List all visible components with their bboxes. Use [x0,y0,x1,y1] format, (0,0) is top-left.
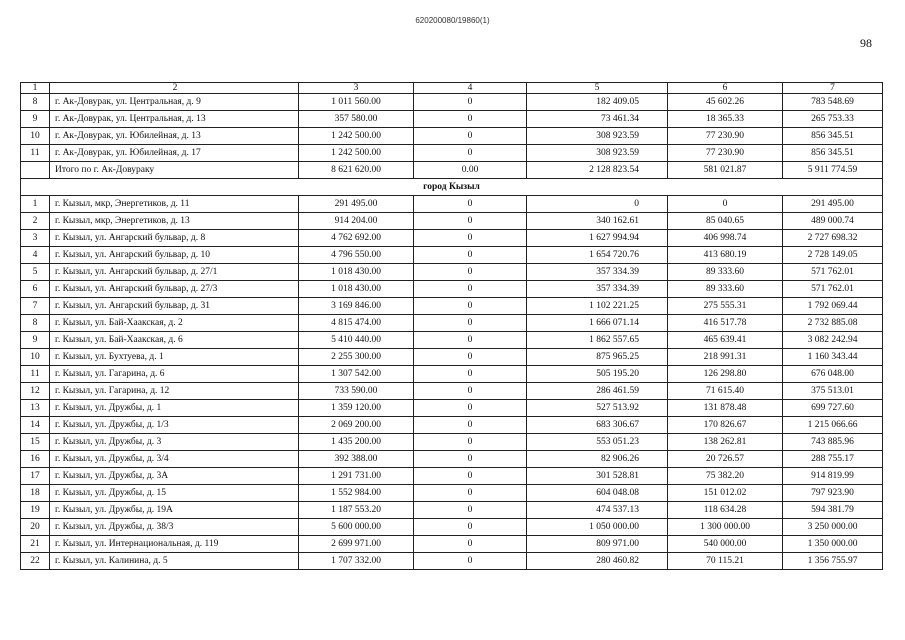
table-cell: 527 513.92 [527,400,668,417]
table-cell: 0 [414,145,527,162]
table-cell: 683 306.67 [527,417,668,434]
table-cell: 3 169 846.00 [299,298,414,315]
table-cell: 301 528.81 [527,468,668,485]
table-cell: г. Кызыл, ул. Дружбы, д. 15 [50,485,299,502]
table-cell: 4 762 692.00 [299,230,414,247]
table-cell: 77 230.90 [668,128,783,145]
table-cell: 0 [414,247,527,264]
table-cell: 131 878.48 [668,400,783,417]
header-cell: 1 [21,83,50,94]
table-cell: 308 923.59 [527,145,668,162]
table-cell: 4 815 474.00 [299,315,414,332]
table-row [21,434,883,451]
table-cell: 10 [21,128,50,145]
table-cell: г. Ак-Довурак, ул. Юбилейная, д. 17 [50,145,299,162]
table-cell: 357 334.39 [527,281,668,298]
table-cell: 0 [414,213,527,230]
table-cell: 5 [21,264,50,281]
table-cell: 151 012.02 [668,485,783,502]
table-cell: 13 [21,400,50,417]
table-cell: 0 [414,468,527,485]
table-cell: 856 345.51 [783,128,883,145]
table-cell: 375 513.01 [783,383,883,400]
section-row [21,179,883,196]
header-cell: 4 [414,83,527,94]
table-cell: 8 [21,94,50,111]
table-cell: 75 382.20 [668,468,783,485]
table-cell: 1 242 500.00 [299,128,414,145]
table-row [21,366,883,383]
table-cell: 286 461.59 [527,383,668,400]
table-cell: 5 911 774.59 [783,162,883,179]
table-row [21,298,883,315]
table-cell: 10 [21,349,50,366]
table-row [21,383,883,400]
table-cell: 0 [414,400,527,417]
table-cell: 1 792 069.44 [783,298,883,315]
table-cell: г. Кызыл, ул. Бухтуева, д. 1 [50,349,299,366]
table-row [21,417,883,434]
table-cell: 489 000.74 [783,213,883,230]
table-cell: г. Кызыл, ул. Ангарский бульвар, д. 27/1 [50,264,299,281]
table-cell: 699 727.60 [783,400,883,417]
table-cell: 1 102 221.25 [527,298,668,315]
table-cell: 2 255 300.00 [299,349,414,366]
table-cell: 0 [414,264,527,281]
table-cell: 0 [414,434,527,451]
table-cell: г. Кызыл, ул. Дружбы, д. 1 [50,400,299,417]
table-cell: 1 707 332.00 [299,553,414,570]
table-cell: 914 819.99 [783,468,883,485]
table-row [21,94,883,111]
table-cell: 809 971.00 [527,536,668,553]
table-cell: 82 906.26 [527,451,668,468]
table-cell: г. Кызыл, ул. Интернациональная, д. 119 [50,536,299,553]
table-cell: 73 461.34 [527,111,668,128]
table-cell: г. Ак-Довурак, ул. Центральная, д. 9 [50,94,299,111]
table-cell: 553 051.23 [527,434,668,451]
table-cell: г. Кызыл, ул. Гагарина, д. 6 [50,366,299,383]
document-id: 620200080/19860(1) [415,16,490,25]
table-cell: 797 923.90 [783,485,883,502]
table-row [21,213,883,230]
table-cell: 3 250 000.00 [783,519,883,536]
table-row [21,536,883,553]
table-cell: 1 018 430.00 [299,281,414,298]
table-cell: Итого по г. Ак-Довураку [50,162,299,179]
table-cell: 2 732 885.08 [783,315,883,332]
table-cell: 2 128 823.54 [527,162,668,179]
table-cell: 0 [414,502,527,519]
table-cell: 265 753.33 [783,111,883,128]
header-cell: 3 [299,83,414,94]
table-cell: 4 [21,247,50,264]
table-cell: 1 050 000.00 [527,519,668,536]
table-cell: 0 [414,349,527,366]
total-row [21,162,883,179]
table-cell: 1 359 120.00 [299,400,414,417]
table-row [21,553,883,570]
table-cell: 1 654 720.76 [527,247,668,264]
table-cell: 1 011 560.00 [299,94,414,111]
table-cell: 9 [21,111,50,128]
table-cell: 474 537.13 [527,502,668,519]
table-row [21,502,883,519]
table-cell: 1 356 755.97 [783,553,883,570]
table-cell: 783 548.69 [783,94,883,111]
table-cell: 8 621 620.00 [299,162,414,179]
table-cell: 85 040.65 [668,213,783,230]
table-cell: 743 885.96 [783,434,883,451]
table-cell: 676 048.00 [783,366,883,383]
table-cell: 20 [21,519,50,536]
table-cell: г. Кызыл, ул. Бай-Хаакская, д. 2 [50,315,299,332]
header-cell: 2 [50,83,299,94]
table-cell: 21 [21,536,50,553]
table-cell: 0 [414,111,527,128]
table-cell: г. Кызыл, ул. Ангарский бульвар, д. 10 [50,247,299,264]
table-cell: 1 627 994.94 [527,230,668,247]
table-cell: г. Кызыл, ул. Бай-Хаакская, д. 6 [50,332,299,349]
table-cell: 118 634.28 [668,502,783,519]
table-cell: 1 018 430.00 [299,264,414,281]
table-cell: 1 552 984.00 [299,485,414,502]
table-cell: 733 590.00 [299,383,414,400]
table-cell: 2 727 698.32 [783,230,883,247]
table-cell: г. Кызыл, мкр, Энергетиков, д. 11 [50,196,299,213]
data-table [20,82,883,570]
table-row [21,519,883,536]
table-cell: 1 242 500.00 [299,145,414,162]
table-cell: 0 [527,196,668,213]
table-cell: 15 [21,434,50,451]
table-cell: 1 307 542.00 [299,366,414,383]
table-cell: 0 [668,196,783,213]
page-number: 98 [860,36,872,50]
table-cell: 22 [21,553,50,570]
table-cell: 357 580.00 [299,111,414,128]
table-cell: 1 291 731.00 [299,468,414,485]
table-cell: 4 796 550.00 [299,247,414,264]
table-cell: г. Кызыл, ул. Дружбы, д. 1/3 [50,417,299,434]
table-cell: 18 365.33 [668,111,783,128]
table-cell: 1 300 000.00 [668,519,783,536]
table-cell: 604 048.08 [527,485,668,502]
table-cell: 170 826.67 [668,417,783,434]
header-cell: 5 [527,83,668,94]
table-cell: 914 204.00 [299,213,414,230]
table-cell [21,162,50,179]
table-cell: 571 762.01 [783,264,883,281]
table-cell: 70 115.21 [668,553,783,570]
table-cell: г. Ак-Довурак, ул. Юбилейная, д. 13 [50,128,299,145]
table-row [21,349,883,366]
table-cell: 581 021.87 [668,162,783,179]
table-cell: 0.00 [414,162,527,179]
table-cell: 0 [414,485,527,502]
table-cell: 0 [414,383,527,400]
table-row [21,264,883,281]
table-cell: 45 602.26 [668,94,783,111]
table-cell: 8 [21,315,50,332]
header-cell: 7 [783,83,883,94]
table-row [21,128,883,145]
table-cell: 138 262.81 [668,434,783,451]
table-cell: 12 [21,383,50,400]
table-cell: 1 160 343.44 [783,349,883,366]
table-cell: 16 [21,451,50,468]
table-cell: 6 [21,281,50,298]
table-cell: 3 082 242.94 [783,332,883,349]
table-cell: 0 [414,417,527,434]
table-row [21,111,883,128]
table-cell: 288 755.17 [783,451,883,468]
table-cell: 2 728 149.05 [783,247,883,264]
header-cell: 6 [668,83,783,94]
table-row [21,485,883,502]
table-cell: 392 388.00 [299,451,414,468]
table-cell: 540 000.00 [668,536,783,553]
table-cell: 1 187 553.20 [299,502,414,519]
table-cell: 7 [21,298,50,315]
table-row [21,281,883,298]
table-cell: 5 600 000.00 [299,519,414,536]
table-cell: 19 [21,502,50,519]
table-cell: 17 [21,468,50,485]
table-cell: 3 [21,230,50,247]
table-cell: г. Кызыл, ул. Дружбы, д. 19А [50,502,299,519]
table-cell: 1 862 557.65 [527,332,668,349]
table-cell: 0 [414,94,527,111]
table-cell: 77 230.90 [668,145,783,162]
table-cell: 856 345.51 [783,145,883,162]
table-row [21,315,883,332]
table-cell: 9 [21,332,50,349]
table-cell: 20 726.57 [668,451,783,468]
table-cell: 571 762.01 [783,281,883,298]
table-row [21,468,883,485]
table-cell: г. Кызыл, ул. Дружбы, д. 38/3 [50,519,299,536]
table-cell: 357 334.39 [527,264,668,281]
table-cell: 308 923.59 [527,128,668,145]
table-cell: 5 410 440.00 [299,332,414,349]
table-cell: 505 195.20 [527,366,668,383]
table-cell: г. Кызыл, мкр, Энергетиков, д. 13 [50,213,299,230]
table-cell: 0 [414,298,527,315]
table-row [21,145,883,162]
table-cell: 2 [21,213,50,230]
table-cell: 2 069 200.00 [299,417,414,434]
section-title: город Кызыл [21,179,883,196]
table-cell: 0 [414,230,527,247]
table-cell: 0 [414,519,527,536]
table-row [21,230,883,247]
table-cell: 875 965.25 [527,349,668,366]
table-cell: г. Кызыл, ул. Гагарина, д. 12 [50,383,299,400]
table-cell: г. Ак-Довурак, ул. Центральная, д. 13 [50,111,299,128]
table-cell: 2 699 971.00 [299,536,414,553]
table-cell: г. Кызыл, ул. Дружбы, д. 3 [50,434,299,451]
table-cell: г. Кызыл, ул. Дружбы, д. 3/4 [50,451,299,468]
table-row [21,196,883,213]
table-cell: 14 [21,417,50,434]
table-row [21,400,883,417]
table-cell: 280 460.82 [527,553,668,570]
table-cell: 89 333.60 [668,281,783,298]
table-cell: 406 998.74 [668,230,783,247]
table-cell: 1 [21,196,50,213]
table-row [21,332,883,349]
table-cell: 182 409.05 [527,94,668,111]
table-cell: 275 555.31 [668,298,783,315]
table-cell: г. Кызыл, ул. Ангарский бульвар, д. 8 [50,230,299,247]
table-cell: 465 639.41 [668,332,783,349]
table-cell: 11 [21,145,50,162]
table-cell: 416 517.78 [668,315,783,332]
table-cell: 126 298.80 [668,366,783,383]
table-cell: 11 [21,366,50,383]
column-number-row [21,83,883,94]
table-cell: 0 [414,281,527,298]
table-cell: 0 [414,332,527,349]
table-cell: 291 495.00 [783,196,883,213]
table-cell: г. Кызыл, ул. Калинина, д. 5 [50,553,299,570]
table-row [21,247,883,264]
table-cell: 0 [414,196,527,213]
table-cell: 1 215 066.66 [783,417,883,434]
table-cell: 89 333.60 [668,264,783,281]
table-cell: г. Кызыл, ул. Ангарский бульвар, д. 27/3 [50,281,299,298]
table-cell: 1 435 200.00 [299,434,414,451]
table-cell: 413 680.19 [668,247,783,264]
table-cell: 1 350 000.00 [783,536,883,553]
table-cell: 218 991.31 [668,349,783,366]
table-cell: 0 [414,366,527,383]
table-cell: 340 162.61 [527,213,668,230]
table-cell: 594 381.79 [783,502,883,519]
table-cell: г. Кызыл, ул. Дружбы, д. 3А [50,468,299,485]
table-row [21,451,883,468]
table-cell: 1 666 071.14 [527,315,668,332]
table-cell: 0 [414,128,527,145]
table-cell: 0 [414,536,527,553]
table-cell: г. Кызыл, ул. Ангарский бульвар, д. 31 [50,298,299,315]
table-cell: 0 [414,451,527,468]
table-cell: 0 [414,315,527,332]
table-cell: 0 [414,553,527,570]
table-cell: 18 [21,485,50,502]
table-cell: 291 495.00 [299,196,414,213]
table-cell: 71 615.40 [668,383,783,400]
